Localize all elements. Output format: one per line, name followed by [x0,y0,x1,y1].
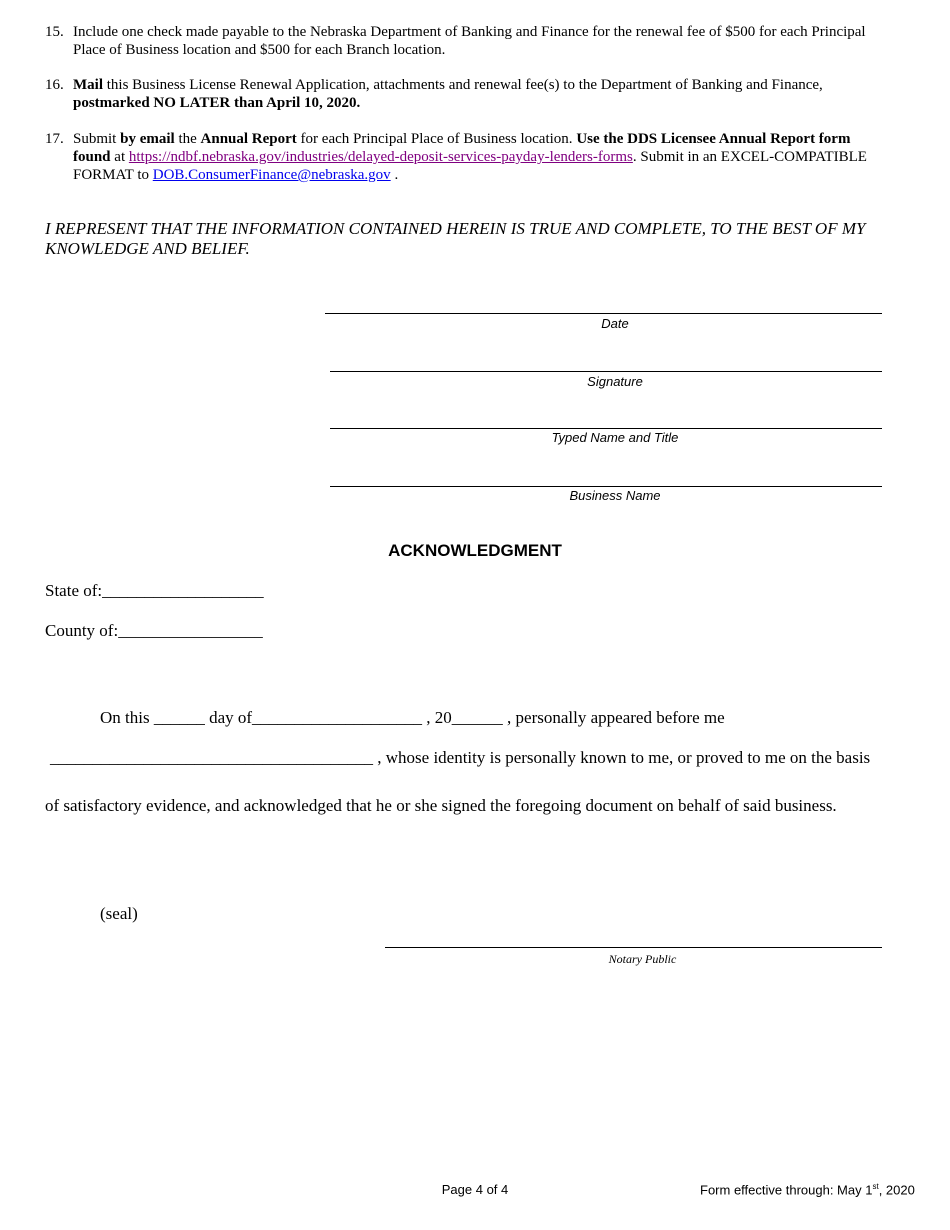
effective-prefix: Form effective through: May 1 [700,1182,873,1198]
instruction-text: at [110,149,129,165]
county-field[interactable]: County of:_________________ [45,621,263,640]
state-field[interactable]: State of:___________________ [45,581,264,600]
instruction-text-line: Include one check made payable to the Nebraska Department of Banking and Finance for the renewal fee of $500 for each Principal [73,24,866,40]
attestation-line: KNOWLEDGE AND BELIEF. [45,239,250,258]
instruction-text: the [174,131,201,147]
instruction-text: FORMAT to [73,167,153,183]
attestation-line: I REPRESENT THAT THE INFORMATION CONTAINED HEREIN IS TRUE AND COMPLETE, TO THE BEST OF MY [45,219,866,238]
typed-name-label: Typed Name and Title [551,430,679,445]
page-number: Page 4 of 4 [441,1182,509,1197]
instruction-text-line: Place of Business location and $500 for each Branch location. [73,42,446,58]
instruction-text: Submit [73,131,121,147]
email-link[interactable]: DOB.ConsumerFinance@nebraska.gov [152,167,391,183]
acknowledgment-para-line: of satisfactory evidence, and acknowledged that he or she signed the foregoing document on behalf of said business. [45,796,837,815]
instruction-bold: found [73,149,111,165]
instruction-bold: Use the DDS Licensee Annual Report form [576,131,851,147]
instruction-bold: Annual Report [200,131,297,147]
seal-label: (seal) [100,904,138,923]
acknowledgment-title: ACKNOWLEDGMENT [388,541,562,560]
instruction-text: . Submit in an EXCEL-COMPATIBLE [632,149,867,165]
date-label: Date [601,316,629,331]
acknowledgment-para-line: ______________________________________ , whose identity is personally known to me, or proved to me on the basis [50,748,871,767]
typed-name-line[interactable] [330,428,882,429]
notary-signature-line[interactable] [385,947,882,948]
instruction-text: for each Principal Place of Business location. [296,131,577,147]
signature-line[interactable] [330,371,882,372]
effective-suffix: , 2020 [878,1182,915,1198]
form-effective-date [700,1182,915,1197]
instruction-deadline: postmarked NO LATER than April 10, 2020. [73,95,361,111]
instruction-bold-lead: Mail [73,77,103,93]
instruction-bold: by email [120,131,175,147]
effective-sup: st [872,1182,879,1191]
instruction-number: 16. [45,77,64,93]
forms-page-link[interactable]: https://ndbf.nebraska.gov/industries/delayed-deposit-services-payday-lenders-forms [128,149,633,165]
instruction-number: 17. [45,131,64,147]
acknowledgment-para-line: On this ______ day of____________________ , 20______ , personally appeared before me [100,708,725,727]
instruction-text: this Business License Renewal Application, attachments and renewal fee(s) to the Department of Banking and Finance, [103,77,823,93]
instruction-number: 15. [45,24,64,40]
signature-label: Signature [587,374,643,389]
date-line[interactable] [325,313,882,314]
notary-public-label: Notary Public [608,952,677,966]
business-name-line[interactable] [330,486,882,487]
attestation-statement [45,219,905,259]
business-name-label: Business Name [569,488,661,503]
instruction-text: . [390,167,399,183]
